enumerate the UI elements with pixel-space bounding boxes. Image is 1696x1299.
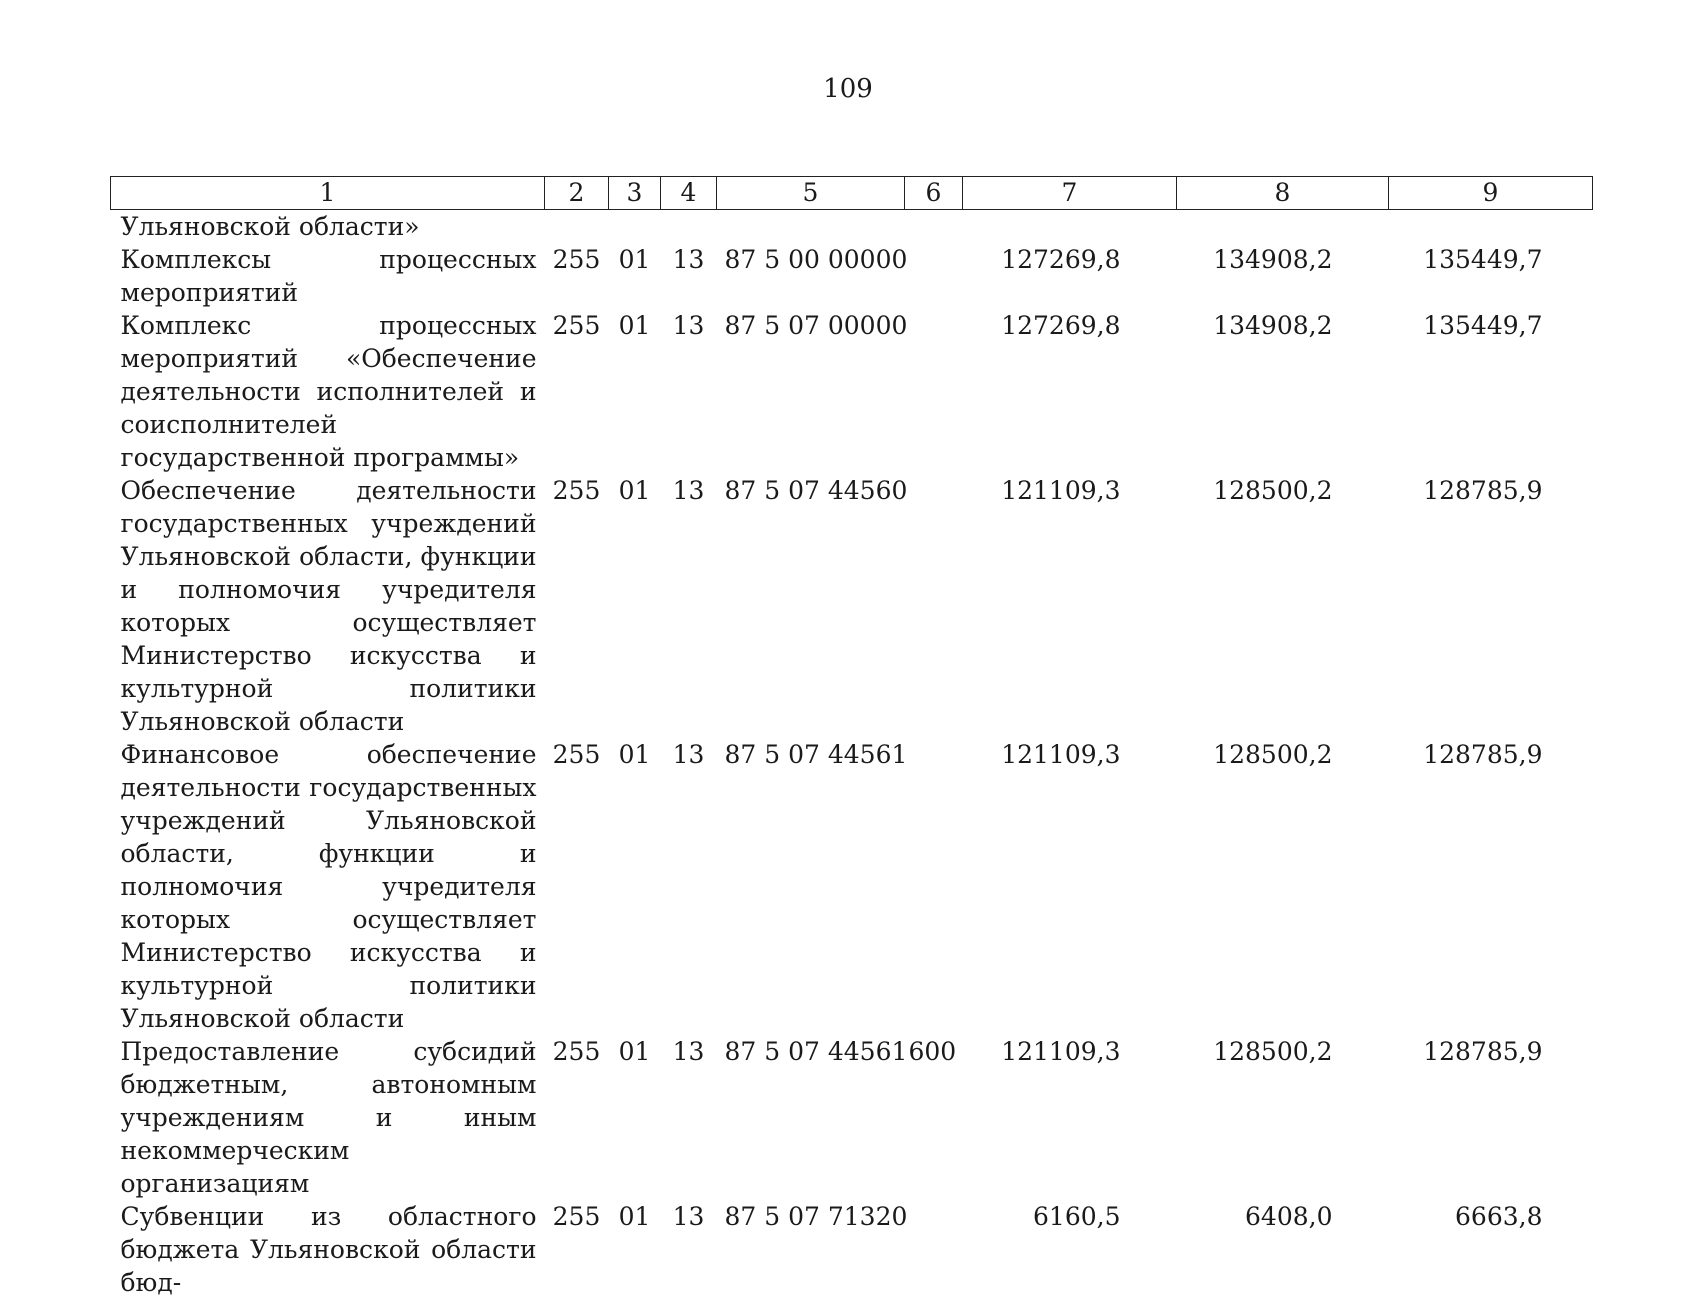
cell-c5: 87 5 07 44560 [724, 476, 908, 505]
cell-c8 [1177, 210, 1389, 244]
cell-c3: 01 [618, 1037, 651, 1066]
cell-c8: 6408,0 [1245, 1202, 1333, 1231]
cell-c6 [905, 210, 963, 244]
cell-c7: 121109,3 [1001, 1037, 1121, 1066]
column-header-1: 1 [111, 177, 545, 210]
cell-c4: 13 [672, 311, 705, 340]
cell-c8: 134908,2 [1213, 311, 1333, 340]
cell-c9: 135449,7 [1423, 245, 1543, 274]
cell-c2: 255 [552, 1037, 601, 1066]
cell-c5: 87 5 07 00000 [724, 311, 908, 340]
cell-c7: 121109,3 [1001, 476, 1121, 505]
cell-c2: 255 [552, 311, 601, 340]
cell-c3: 01 [618, 311, 651, 340]
cell-c9: 135449,7 [1423, 311, 1543, 340]
row-name: Финансовое обеспечение деятельности государственных учреждений Ульяновской области, функции и полномочия учредителя которых осуществляет Министерство искусства и культурной политики Ульяновской области [120, 740, 537, 1033]
cell-c8: 128500,2 [1213, 476, 1333, 505]
row-name: Предоставление субсидий бюджетным, автономным учреждениям и иным некоммерческим организациям [120, 1037, 537, 1198]
cell-c7: 6160,5 [1033, 1202, 1121, 1231]
cell-c4: 13 [672, 245, 705, 274]
row-name: Обеспечение деятельности государственных учреждений Ульяновской области, функции и полномочия учредителя которых осуществляет Министерство искусства и культурной политики Ульяновской области [120, 476, 537, 736]
cell-c8: 128500,2 [1213, 740, 1333, 769]
cell-c2: 255 [552, 476, 601, 505]
cell-c6 [905, 243, 963, 309]
table-row [111, 210, 1593, 244]
cell-c9: 6663,8 [1455, 1202, 1543, 1231]
cell-c9: 128785,9 [1423, 1037, 1543, 1066]
cell-c2: 255 [552, 245, 601, 274]
column-header-4: 4 [661, 177, 717, 210]
cell-c4: 13 [672, 1202, 705, 1231]
column-header-5: 5 [717, 177, 905, 210]
cell-c4: 13 [672, 476, 705, 505]
cell-c6 [905, 738, 963, 1035]
cell-c2: 255 [552, 740, 601, 769]
table-row [111, 738, 1593, 1035]
column-header-2: 2 [545, 177, 609, 210]
cell-c6 [905, 1200, 963, 1299]
cell-c3 [609, 210, 661, 244]
cell-c3: 01 [618, 740, 651, 769]
cell-c2: 255 [552, 1202, 601, 1231]
cell-c9: 128785,9 [1423, 740, 1543, 769]
row-name: Субвенции из областного бюджета Ульяновской области бюд- [120, 1202, 537, 1297]
cell-c5: 87 5 07 71320 [724, 1202, 908, 1231]
table-row [111, 243, 1593, 309]
table-row [111, 1200, 1593, 1299]
column-header-7: 7 [963, 177, 1177, 210]
cell-c5: 87 5 07 44561 [724, 740, 908, 769]
column-header-6: 6 [905, 177, 963, 210]
cell-c8: 128500,2 [1213, 1037, 1333, 1066]
cell-c2 [545, 210, 609, 244]
cell-c8: 134908,2 [1213, 245, 1333, 274]
row-name: Комплексы процессных мероприятий [120, 245, 537, 307]
cell-c9 [1389, 210, 1593, 244]
row-name: Комплекс процессных мероприятий «Обеспечение деятельности исполнителей и соисполнителей государственной программы» [120, 311, 537, 472]
cell-c6 [905, 474, 963, 738]
cell-c6 [905, 309, 963, 474]
cell-c5: 87 5 00 00000 [724, 245, 908, 274]
table-row [111, 309, 1593, 474]
row-name: Ульяновской области» [120, 212, 420, 241]
cell-c7 [963, 210, 1177, 244]
cell-c7: 127269,8 [1001, 311, 1121, 340]
cell-c3: 01 [618, 1202, 651, 1231]
table-header-row [111, 177, 1593, 210]
cell-c4: 13 [672, 1037, 705, 1066]
budget-table [110, 176, 1593, 1299]
cell-c6: 600 [908, 1037, 957, 1066]
cell-c7: 127269,8 [1001, 245, 1121, 274]
cell-c4: 13 [672, 740, 705, 769]
column-header-3: 3 [609, 177, 661, 210]
table-row [111, 1035, 1593, 1200]
cell-c4 [661, 210, 717, 244]
cell-c5 [717, 210, 905, 244]
column-header-9: 9 [1389, 177, 1593, 210]
cell-c7: 121109,3 [1001, 740, 1121, 769]
cell-c9: 128785,9 [1423, 476, 1543, 505]
cell-c3: 01 [618, 245, 651, 274]
column-header-8: 8 [1177, 177, 1389, 210]
cell-c3: 01 [618, 476, 651, 505]
cell-c5: 87 5 07 44561 [724, 1037, 908, 1066]
page-number: 109 [823, 74, 873, 104]
table-row [111, 474, 1593, 738]
